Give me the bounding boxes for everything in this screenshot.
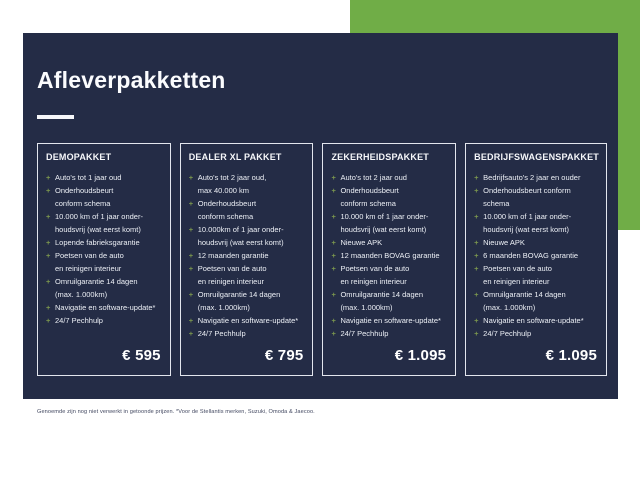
- feature-item: [474, 314, 599, 327]
- feature-item: [46, 210, 163, 236]
- feature-item-text: Auto's tot 1 jaar oud: [55, 173, 122, 182]
- plus-bullet-icon: +: [474, 290, 479, 299]
- plus-bullet-icon: +: [474, 238, 479, 247]
- feature-item: [474, 171, 599, 184]
- page-title: Afleverpakketten: [37, 67, 226, 93]
- feature-item-text: 12 maanden BOVAG garantie: [340, 251, 440, 260]
- feature-item-text: 24/7 Pechhulp: [483, 329, 532, 338]
- feature-item-text: Poetsen van de auto en reinigen interieur: [340, 264, 410, 286]
- feature-item-text: Navigatie en software-update*: [483, 316, 584, 325]
- feature-item-text: Nieuwe APK: [340, 238, 383, 247]
- plus-bullet-icon: +: [188, 316, 194, 325]
- package-feature-list: [189, 171, 306, 340]
- feature-item-text: 6 maanden BOVAG garantie: [483, 251, 579, 260]
- plus-bullet-icon: +: [46, 316, 51, 325]
- feature-item-text: Omruilgarantie 14 dagen (max. 1.000km): [340, 290, 423, 312]
- feature-item: [189, 288, 306, 314]
- feature-item: [46, 249, 163, 275]
- package-title: ZEKERHEIDSPAKKET: [331, 152, 429, 162]
- package-card-zekerheidspakket: [322, 143, 456, 376]
- feature-item: [189, 249, 306, 262]
- feature-item-text: Poetsen van de auto en reinigen interieur: [197, 264, 267, 286]
- feature-item-text: Onderhoudsbeurt conform schema: [55, 186, 114, 208]
- feature-item: [474, 184, 599, 210]
- plus-bullet-icon: +: [331, 329, 336, 338]
- feature-item-text: 24/7 Pechhulp: [55, 316, 103, 325]
- feature-item-text: Auto's tot 2 jaar oud, max 40.000 km: [197, 173, 267, 195]
- feature-item: [331, 184, 448, 210]
- package-cards-row: [37, 143, 607, 376]
- feature-item-text: 24/7 Pechhulp: [340, 329, 389, 338]
- feature-item-text: Poetsen van de auto en reinigen interieur: [483, 264, 552, 286]
- feature-item: [46, 301, 163, 314]
- feature-item: [474, 210, 599, 236]
- feature-item-text: Navigatie en software-update*: [340, 316, 441, 325]
- feature-item-text: 24/7 Pechhulp: [197, 329, 246, 338]
- feature-item: [189, 314, 306, 327]
- plus-bullet-icon: +: [188, 290, 194, 299]
- feature-item-text: Lopende fabrieksgarantie: [55, 238, 140, 247]
- feature-item: [46, 314, 163, 327]
- package-title: DEALER XL PAKKET: [188, 152, 282, 162]
- feature-item-text: 10.000 km of 1 jaar onder- houdsvrij (wat eerst komt): [483, 212, 572, 234]
- feature-item-text: 10.000km of 1 jaar onder- houdsvrij (wat eerst komt): [197, 225, 284, 247]
- package-feature-list: [474, 171, 599, 340]
- plus-bullet-icon: +: [188, 199, 194, 208]
- plus-bullet-icon: +: [188, 329, 194, 338]
- feature-item-text: Omruilgarantie 14 dagen (max. 1.000km): [483, 290, 566, 312]
- feature-item: [474, 327, 599, 340]
- plus-bullet-icon: +: [46, 238, 51, 247]
- plus-bullet-icon: +: [331, 186, 336, 195]
- package-card-dealer-xl-pakket: [180, 143, 314, 376]
- package-card-bedrijfswagenspakket: [465, 143, 607, 376]
- feature-item: [331, 236, 448, 249]
- plus-bullet-icon: +: [331, 316, 336, 325]
- footnote: Genoemde zijn nog niet verwerkt in getoonde prijzen. *Voor de Stellantis merken, Suzuki, Omoda & Jaecoo.: [37, 409, 315, 415]
- package-title: DEMOPAKKET: [46, 152, 112, 162]
- feature-item: [189, 171, 306, 197]
- feature-item-text: 10.000 km of 1 jaar onder- houdsvrij (wat eerst komt): [55, 212, 143, 234]
- plus-bullet-icon: +: [46, 186, 51, 195]
- plus-bullet-icon: +: [331, 238, 336, 247]
- package-card-demopakket: [37, 143, 171, 376]
- plus-bullet-icon: +: [188, 225, 194, 234]
- plus-bullet-icon: +: [331, 251, 336, 260]
- plus-bullet-icon: +: [331, 290, 336, 299]
- package-price: € 595: [122, 347, 161, 364]
- feature-item-text: Auto's tot 2 jaar oud: [340, 173, 407, 182]
- feature-item: [331, 171, 448, 184]
- feature-item: [189, 197, 306, 223]
- plus-bullet-icon: +: [46, 173, 51, 182]
- feature-item: [331, 249, 448, 262]
- plus-bullet-icon: +: [46, 212, 51, 221]
- package-price: € 795: [264, 347, 304, 364]
- feature-item: [46, 184, 163, 210]
- package-price: € 1.095: [394, 347, 447, 364]
- feature-item-text: Navigatie en software-update*: [55, 303, 156, 312]
- package-feature-list: [331, 171, 448, 340]
- feature-item: [189, 223, 306, 249]
- feature-item: [331, 262, 448, 288]
- plus-bullet-icon: +: [474, 251, 479, 260]
- plus-bullet-icon: +: [474, 173, 479, 182]
- feature-item-text: Navigatie en software-update*: [197, 316, 299, 325]
- plus-bullet-icon: +: [474, 329, 479, 338]
- feature-item-text: Nieuwe APK: [483, 238, 525, 247]
- package-price: € 1.095: [545, 347, 598, 364]
- feature-item: [474, 288, 599, 314]
- plus-bullet-icon: +: [46, 303, 51, 312]
- feature-item-text: Bedrijfsauto's 2 jaar en ouder: [483, 173, 581, 182]
- feature-item-text: 10.000 km of 1 jaar onder- houdsvrij (wat eerst komt): [340, 212, 429, 234]
- plus-bullet-icon: +: [188, 173, 194, 182]
- plus-bullet-icon: +: [331, 173, 336, 182]
- feature-item-text: Onderhoudsbeurt conform schema: [340, 186, 399, 208]
- plus-bullet-icon: +: [46, 251, 51, 260]
- feature-item: [46, 275, 163, 301]
- feature-item-text: Onderhoudsbeurt conform schema: [197, 199, 257, 221]
- title-underline: [37, 115, 74, 119]
- plus-bullet-icon: +: [331, 212, 336, 221]
- feature-item: [331, 314, 448, 327]
- plus-bullet-icon: +: [474, 212, 479, 221]
- plus-bullet-icon: +: [474, 186, 479, 195]
- plus-bullet-icon: +: [474, 264, 479, 273]
- feature-item: [331, 327, 448, 340]
- feature-item: [189, 327, 306, 340]
- feature-item: [331, 288, 448, 314]
- feature-item: [189, 262, 306, 288]
- feature-item: [474, 236, 599, 249]
- feature-item: [46, 171, 163, 184]
- plus-bullet-icon: +: [474, 316, 479, 325]
- package-title: BEDRIJFSWAGENSPAKKET: [474, 152, 600, 162]
- feature-item-text: Onderhoudsbeurt conform schema: [483, 186, 571, 208]
- plus-bullet-icon: +: [331, 264, 336, 273]
- feature-item-text: Poetsen van de auto en reinigen interieur: [55, 251, 124, 273]
- feature-item: [46, 236, 163, 249]
- feature-item-text: Omruilgarantie 14 dagen (max. 1.000km): [55, 277, 138, 299]
- package-feature-list: [46, 171, 163, 327]
- plus-bullet-icon: +: [188, 264, 194, 273]
- main-panel: [23, 33, 618, 399]
- feature-item: [331, 210, 448, 236]
- plus-bullet-icon: +: [188, 251, 194, 260]
- feature-item-text: Omruilgarantie 14 dagen (max. 1.000km): [197, 290, 281, 312]
- feature-item: [474, 249, 599, 262]
- feature-item: [474, 262, 599, 288]
- feature-item-text: 12 maanden garantie: [197, 251, 269, 260]
- plus-bullet-icon: +: [46, 277, 51, 286]
